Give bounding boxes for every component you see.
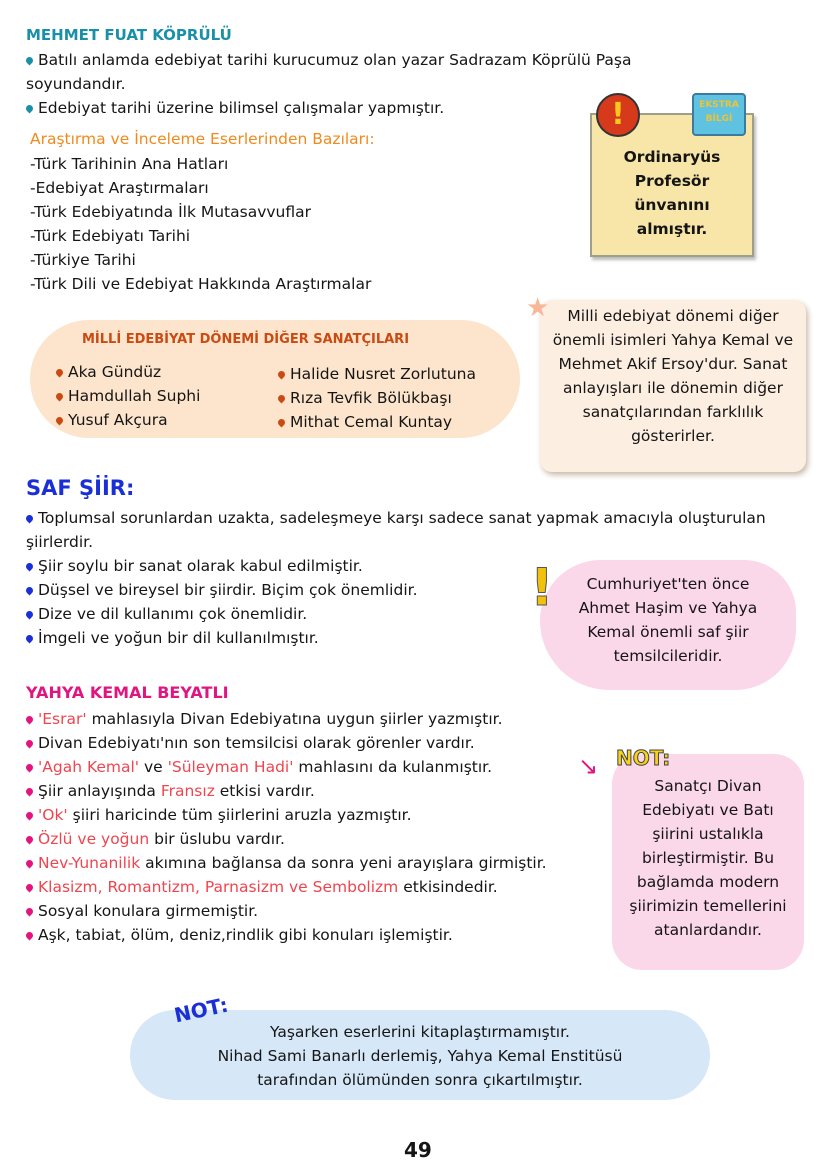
list-item xyxy=(26,803,566,827)
list-item xyxy=(30,248,371,272)
highlighted-text: Özlü ve yoğun xyxy=(38,830,150,848)
list-item-text: Hamdullah Suphi xyxy=(68,387,201,405)
list-item xyxy=(56,408,200,432)
list-item xyxy=(30,200,371,224)
list-item-text: Aşk, tabiat, ölüm, deniz,rindlik gibi konuları işlemiştir. xyxy=(38,926,453,944)
list-item-text: Düşsel ve bireysel bir şiirdir. Biçim çok önemlidir. xyxy=(38,581,418,599)
milli-note-text: Milli edebiyat dönemi diğer önemli isimleri Yahya Kemal ve Mehmet Akif Ersoy'dur. Sanat anlayışları ile dönemin diğer sanatçılarından farklılık gösterirler. xyxy=(552,307,794,445)
extra-info-badge: EKSTRA BİLGİ xyxy=(692,93,746,136)
note-line: Nihad Sami Banarlı derlemiş, Yahya Kemal Enstitüsü xyxy=(217,1047,623,1065)
list-item-text: bir üslubu vardır. xyxy=(149,830,285,848)
not-label: NOT: xyxy=(616,746,671,770)
yahya-note-text: Sanatçı Divan Edebiyatı ve Batı şiirini ustalıkla birleştirmiştir. Bu bağlamda modern şiirimizin temellerini atanlardandır. xyxy=(629,777,787,939)
note-line: tarafından ölümünden sonra çıkartılmıştır. xyxy=(257,1071,583,1089)
list-item xyxy=(278,410,476,434)
list-item-text: etkisi vardır. xyxy=(214,782,315,800)
bullet-icon xyxy=(25,859,35,869)
bullet-icon xyxy=(25,763,35,773)
page-number: 49 xyxy=(404,1138,432,1162)
section-title-fuat: MEHMET FUAT KÖPRÜLÜ xyxy=(26,26,232,44)
milli-column-1 xyxy=(56,360,200,432)
list-item-text: Yusuf Akçura xyxy=(68,411,168,429)
highlighted-text: Fransız xyxy=(160,782,215,800)
list-item-text: etkisindedir. xyxy=(398,878,498,896)
list-item-text: -Türkiye Tarihi xyxy=(30,251,136,269)
works-list xyxy=(30,152,371,296)
bullet-icon xyxy=(25,634,35,644)
list-item-text: şiiri haricinde tüm şiirlerini aruzla yazmıştır. xyxy=(67,806,412,824)
list-item xyxy=(30,224,371,248)
bullet-icon xyxy=(55,368,65,378)
list-item-text: Divan Edebiyatı'nın son temsilcisi olarak görenler vardır. xyxy=(38,734,475,752)
arrow-icon: ↘ xyxy=(578,752,599,780)
bullet-icon xyxy=(25,514,35,524)
list-item xyxy=(30,176,371,200)
highlighted-text: Klasizm, Romantizm, Parnasizm ve Sembolizm xyxy=(38,878,399,896)
fuat-bullet xyxy=(26,48,726,96)
bullet-icon xyxy=(25,835,35,845)
list-item-text: -Türk Edebiyatı Tarihi xyxy=(30,227,191,245)
yahya-bullets xyxy=(26,707,566,947)
bullet-icon xyxy=(55,416,65,426)
list-item-text: -Edebiyat Araştırmaları xyxy=(30,179,209,197)
list-item-text: Rıza Tevfik Bölükbaşı xyxy=(290,389,452,407)
highlighted-text: 'Agah Kemal' xyxy=(38,758,140,776)
list-item-text: Aka Gündüz xyxy=(68,363,162,381)
bullet-icon xyxy=(277,418,287,428)
section-title-yahya: YAHYA KEMAL BEYATLI xyxy=(26,683,229,702)
highlighted-text: Nev-Yunanilik xyxy=(38,854,141,872)
extra-info-text: Ordinaryüs Profesör ünvanını almıştır. xyxy=(623,148,721,238)
bottom-note xyxy=(130,992,710,1100)
list-item xyxy=(56,384,200,408)
list-item xyxy=(26,506,766,554)
list-item xyxy=(56,360,200,384)
works-title: Araştırma ve İnceleme Eserlerinden Bazıları: xyxy=(30,130,375,148)
bullet-icon xyxy=(25,811,35,821)
bullet-text: Edebiyat tarihi üzerine bilimsel çalışmalar yapmıştır. xyxy=(38,99,445,117)
bullet-icon xyxy=(25,739,35,749)
list-item xyxy=(30,272,371,296)
exclamation-icon: ! xyxy=(596,93,640,137)
bullet-icon xyxy=(25,562,35,572)
bullet-icon xyxy=(25,586,35,596)
list-item-text: Dize ve dil kullanımı çok önemlidir. xyxy=(38,605,308,623)
bullet-icon xyxy=(277,370,287,380)
list-item-text: Halide Nusret Zorlutuna xyxy=(290,365,476,383)
list-item-text: Şiir anlayışında xyxy=(38,782,161,800)
bottom-note-text xyxy=(130,1010,710,1092)
highlighted-text: 'Süleyman Hadi' xyxy=(167,758,294,776)
bullet-icon xyxy=(25,883,35,893)
bullet-text: Batılı anlamda edebiyat tarihi kurucumuz olan yazar Sadrazam Köprülü Paşa soyundandır. xyxy=(26,51,632,93)
list-item xyxy=(26,707,566,731)
bullet-icon xyxy=(25,610,35,620)
list-item xyxy=(26,731,566,755)
list-item-text: ve xyxy=(139,758,168,776)
star-icon: ★ xyxy=(526,293,550,323)
bullet-icon xyxy=(25,715,35,725)
list-item-text: -Türk Tarihinin Ana Hatları xyxy=(30,155,229,173)
list-item xyxy=(26,923,566,947)
milli-column-2 xyxy=(278,362,476,434)
list-item xyxy=(278,362,476,386)
list-item-text: Mithat Cemal Kuntay xyxy=(290,413,453,431)
milli-artists-cloud xyxy=(30,320,520,438)
bullet-icon xyxy=(25,787,35,797)
list-item xyxy=(30,152,371,176)
list-item-text: Toplumsal sorunlardan uzakta, sadeleşmeye karşı sadece sanat yapmak amacıyla oluşturulan şiirlerdir. xyxy=(26,509,766,551)
list-item-text: -Türk Edebiyatında İlk Mutasavvuflar xyxy=(30,203,311,221)
list-item xyxy=(26,755,566,779)
list-item-text: Şiir soylu bir sanat olarak kabul edilmiştir. xyxy=(38,557,363,575)
bullet-icon xyxy=(25,907,35,917)
highlighted-text: 'Esrar' xyxy=(38,710,87,728)
not-label: NOT: xyxy=(172,992,231,1028)
yahya-note xyxy=(612,746,804,970)
list-item-text: mahlasını da kulanmıştır. xyxy=(293,758,493,776)
list-item-text: mahlasıyla Divan Edebiyatına uygun şiirler yazmıştır. xyxy=(86,710,503,728)
bullet-icon xyxy=(277,394,287,404)
section-title-saf: SAF ŞİİR: xyxy=(26,476,135,500)
list-item-text: İmgeli ve yoğun bir dil kullanılmıştır. xyxy=(38,629,319,647)
list-item xyxy=(26,851,566,875)
extra-info-note xyxy=(590,97,754,257)
highlighted-text: 'Ok' xyxy=(38,806,68,824)
bullet-icon xyxy=(25,104,35,114)
list-item xyxy=(26,779,566,803)
bullet-icon xyxy=(25,931,35,941)
list-item-text: -Türk Dili ve Edebiyat Hakkında Araştırmalar xyxy=(30,275,372,293)
bullet-icon xyxy=(55,392,65,402)
list-item xyxy=(26,875,566,899)
list-item xyxy=(26,899,566,923)
list-item-text: akımına bağlansa da sonra yeni arayışlara girmiştir. xyxy=(140,854,547,872)
saf-note-text: Cumhuriyet'ten önce Ahmet Haşim ve Yahya Kemal önemli saf şiir temsilcileridir. xyxy=(578,575,758,665)
note-line: Yaşarken eserlerini kitaplaştırmamıştır. xyxy=(270,1023,570,1041)
milli-note-card xyxy=(526,293,806,472)
list-item xyxy=(278,386,476,410)
list-item xyxy=(26,827,566,851)
saf-note xyxy=(530,558,796,690)
milli-title: MİLLİ EDEBİYAT DÖNEMİ DİĞER SANATÇILARI xyxy=(82,332,410,347)
list-item-text: Sosyal konulara girmemiştir. xyxy=(38,902,259,920)
exclamation-icon: ! xyxy=(530,558,554,618)
bullet-icon xyxy=(25,56,35,66)
